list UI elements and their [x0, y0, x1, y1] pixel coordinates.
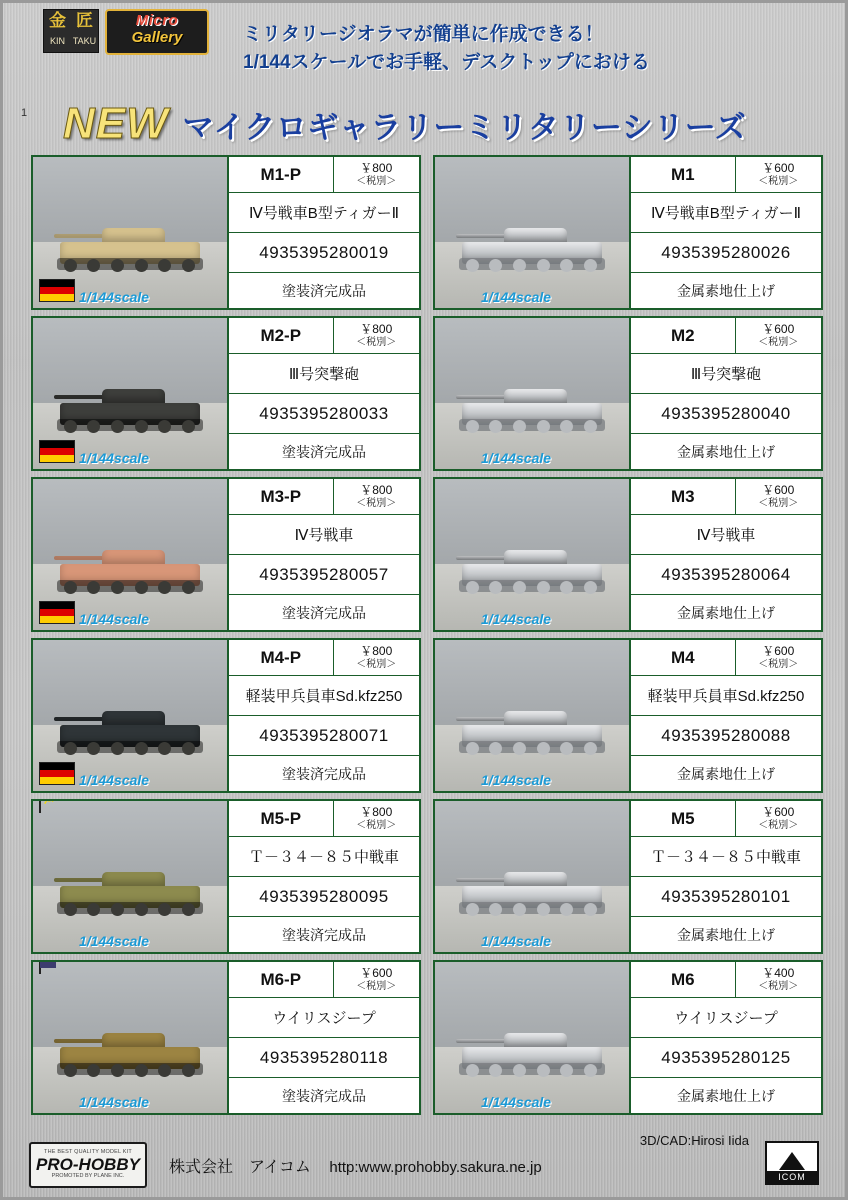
model-tracks: [57, 741, 202, 753]
product-info: [631, 157, 821, 308]
scale-label: 1/144scale: [481, 772, 552, 788]
model-wheel: [111, 259, 124, 272]
product-name: 軽装甲兵員車Sd.kfz250: [631, 676, 821, 716]
product-price-cell: [334, 157, 420, 192]
page-title: マイクロギャラリーミリタリーシリーズ: [182, 109, 747, 145]
product-tax-note: ＜税別＞: [758, 819, 799, 831]
product-price-cell: [334, 640, 420, 675]
product-code: M6-P: [229, 962, 334, 997]
model-gun-barrel: [456, 1039, 510, 1043]
product-name: Ｔ－３４－８５中戦車: [229, 837, 419, 877]
country-flag-de-icon: [39, 762, 75, 785]
model-wheel: [489, 581, 502, 594]
product-finish: 金属素地仕上げ: [677, 443, 775, 460]
product-tax-note: ＜税別＞: [758, 175, 799, 187]
model-illustration: [51, 538, 209, 596]
pro-hobby-name: PRO-HOBBY: [36, 1155, 140, 1175]
tagline: [243, 21, 650, 76]
product-code-row: [229, 479, 419, 515]
model-wheel: [489, 259, 502, 272]
model-wheel: [158, 259, 171, 272]
product-code: M5: [631, 801, 736, 836]
model-wheel: [513, 903, 526, 916]
model-illustration: [453, 538, 611, 596]
product-finish: 金属素地仕上げ: [677, 926, 775, 943]
product-card: [31, 638, 421, 793]
model-wheel: [64, 903, 77, 916]
product-card: [31, 155, 421, 310]
product-finish: 金属素地仕上げ: [677, 765, 775, 782]
model-wheel: [135, 903, 148, 916]
product-code: M4-P: [229, 640, 334, 675]
scale-label: 1/144scale: [481, 450, 552, 466]
product-code: M3: [631, 479, 736, 514]
product-name: Ⅲ号突撃砲: [229, 354, 419, 394]
product-info: [229, 962, 419, 1113]
model-gun-barrel: [456, 395, 510, 399]
product-jan-code: 4935395280033: [229, 394, 419, 434]
product-tax-note: ＜税別＞: [758, 658, 799, 670]
product-card: [433, 638, 823, 793]
model-wheel: [466, 420, 479, 433]
country-flag-de-icon: [39, 601, 75, 624]
scale-label: 1/144scale: [79, 1094, 150, 1110]
model-wheel: [182, 903, 195, 916]
model-wheel: [560, 259, 573, 272]
product-tax-note: ＜税別＞: [356, 175, 397, 187]
model-gun-barrel: [456, 556, 510, 560]
kintaku-kin-romaji: KIN: [49, 36, 65, 46]
model-wheel: [87, 581, 100, 594]
model-wheel: [513, 742, 526, 755]
product-tax-note: ＜税別＞: [356, 336, 397, 348]
model-wheel: [513, 259, 526, 272]
model-wheel: [182, 1064, 195, 1077]
product-photo: [435, 157, 631, 308]
product-jan-code: 4935395280064: [631, 555, 821, 595]
product-tax-note: ＜税別＞: [758, 497, 799, 509]
product-tax-note: ＜税別＞: [356, 980, 397, 992]
model-wheel: [560, 1064, 573, 1077]
product-tax-note: ＜税別＞: [758, 980, 799, 992]
product-card: [31, 316, 421, 471]
model-wheel: [158, 420, 171, 433]
product-photo: [33, 801, 229, 952]
model-tracks: [57, 580, 202, 592]
product-code-row: [631, 640, 821, 676]
model-illustration: [51, 860, 209, 918]
product-info: [631, 801, 821, 952]
model-wheel: [135, 1064, 148, 1077]
company-name: 株式会社 アイコム: [169, 1158, 311, 1176]
product-code-row: [229, 318, 419, 354]
model-gun-barrel: [456, 234, 510, 238]
product-card: [31, 799, 421, 954]
model-wheel: [560, 903, 573, 916]
model-wheel: [537, 420, 550, 433]
model-illustration: [453, 216, 611, 274]
scale-label: 1/144scale: [481, 933, 552, 949]
product-card: [31, 477, 421, 632]
model-wheel: [64, 581, 77, 594]
product-photo: [33, 962, 229, 1113]
model-wheel: [158, 581, 171, 594]
pro-hobby-tagline-top: THE BEST QUALITY MODEL KIT: [44, 1149, 132, 1156]
cad-credit: 3D/CAD:Hirosi Iida: [639, 1133, 749, 1148]
scale-label: 1/144scale: [79, 450, 150, 466]
model-wheel: [111, 742, 124, 755]
product-code: M3-P: [229, 479, 334, 514]
product-card: [433, 316, 823, 471]
model-illustration: [453, 377, 611, 435]
product-price-cell: [736, 318, 822, 353]
model-tracks: [57, 902, 202, 914]
product-tax-note: ＜税別＞: [356, 658, 397, 670]
model-wheel: [158, 1064, 171, 1077]
model-gun-barrel: [456, 878, 510, 882]
model-tracks: [459, 419, 604, 431]
model-wheel: [466, 581, 479, 594]
product-price: ￥800: [360, 482, 393, 497]
product-info: [631, 962, 821, 1113]
product-tax-note: ＜税別＞: [356, 497, 397, 509]
page-footer: [3, 1127, 845, 1197]
product-jan-code: 4935395280125: [631, 1038, 821, 1078]
product-jan-code: 4935395280057: [229, 555, 419, 595]
product-finish: 塗装済完成品: [282, 765, 366, 782]
product-info: [631, 479, 821, 630]
product-info: [229, 479, 419, 630]
product-price: ￥600: [762, 160, 795, 175]
product-photo: [33, 318, 229, 469]
model-wheel: [87, 903, 100, 916]
product-price-cell: [736, 479, 822, 514]
product-tax-note: ＜税別＞: [356, 819, 397, 831]
product-finish: 塗装済完成品: [282, 604, 366, 621]
model-wheel: [111, 420, 124, 433]
micro-gallery-line1: Micro: [135, 12, 179, 29]
model-tracks: [459, 258, 604, 270]
product-jan-code: 4935395280019: [229, 233, 419, 273]
product-price: ￥800: [360, 321, 393, 336]
product-info: [631, 640, 821, 791]
page-header: [3, 3, 845, 148]
model-wheel: [64, 259, 77, 272]
model-illustration: [51, 377, 209, 435]
model-wheel: [182, 742, 195, 755]
model-wheel: [64, 742, 77, 755]
product-photo: [435, 318, 631, 469]
model-tracks: [459, 741, 604, 753]
product-finish: 塗装済完成品: [282, 1087, 366, 1104]
icom-logo: [765, 1141, 819, 1185]
product-code-row: [229, 801, 419, 837]
model-wheel: [584, 259, 597, 272]
new-badge: NEW: [63, 99, 169, 148]
product-code-row: [631, 318, 821, 354]
model-wheel: [537, 742, 550, 755]
product-name: Ⅳ号戦車: [229, 515, 419, 555]
product-price-cell: [736, 640, 822, 675]
model-illustration: [51, 216, 209, 274]
product-code-row: [229, 640, 419, 676]
model-gun-barrel: [54, 556, 108, 560]
model-wheel: [87, 742, 100, 755]
model-gun-barrel: [54, 234, 108, 238]
product-jan-code: 4935395280026: [631, 233, 821, 273]
product-price-cell: [736, 157, 822, 192]
product-price-cell: [334, 318, 420, 353]
model-wheel: [584, 581, 597, 594]
kintaku-kin: 金: [49, 11, 66, 30]
icom-triangle-icon: [779, 1152, 805, 1170]
product-photo: [435, 962, 631, 1113]
model-tracks: [57, 1063, 202, 1075]
model-illustration: [453, 1021, 611, 1079]
model-gun-barrel: [54, 395, 108, 399]
model-wheel: [466, 903, 479, 916]
icom-name: ICOM: [767, 1171, 817, 1183]
scale-label: 1/144scale: [79, 933, 150, 949]
product-price-cell: [736, 962, 822, 997]
model-wheel: [537, 903, 550, 916]
product-finish: 塗装済完成品: [282, 443, 366, 460]
model-wheel: [87, 1064, 100, 1077]
product-tax-note: ＜税別＞: [758, 336, 799, 348]
model-wheel: [135, 742, 148, 755]
product-price: ￥600: [762, 321, 795, 336]
product-photo: [33, 640, 229, 791]
product-price-cell: [334, 479, 420, 514]
model-wheel: [560, 420, 573, 433]
model-illustration: [51, 699, 209, 757]
model-wheel: [513, 581, 526, 594]
model-wheel: [158, 742, 171, 755]
product-card: [433, 799, 823, 954]
product-card: [31, 960, 421, 1115]
model-tracks: [459, 1063, 604, 1075]
model-wheel: [111, 903, 124, 916]
product-code-row: [229, 962, 419, 998]
product-code: M5-P: [229, 801, 334, 836]
product-finish: 金属素地仕上げ: [677, 604, 775, 621]
product-card: [433, 155, 823, 310]
micro-gallery-logo: [105, 9, 209, 55]
model-wheel: [135, 420, 148, 433]
model-wheel: [64, 1064, 77, 1077]
model-illustration: [51, 1021, 209, 1079]
product-price: ￥600: [762, 482, 795, 497]
tagline-line-2: 1/144スケールでお手軽、デスクトップにおける: [243, 51, 650, 73]
model-wheel: [111, 1064, 124, 1077]
product-info: [229, 157, 419, 308]
model-wheel: [158, 903, 171, 916]
scale-label: 1/144scale: [481, 611, 552, 627]
product-price: ￥600: [762, 804, 795, 819]
model-wheel: [489, 903, 502, 916]
scale-label: 1/144scale: [481, 1094, 552, 1110]
model-wheel: [64, 420, 77, 433]
product-price: ￥800: [360, 804, 393, 819]
product-info: [229, 640, 419, 791]
model-wheel: [537, 259, 550, 272]
product-jan-code: 4935395280095: [229, 877, 419, 917]
kintaku-taku-romaji: TAKU: [72, 36, 97, 46]
product-card: [433, 960, 823, 1115]
model-wheel: [135, 259, 148, 272]
product-code-row: [631, 962, 821, 998]
model-wheel: [182, 259, 195, 272]
product-price: ￥600: [360, 965, 393, 980]
scale-label: 1/144scale: [481, 289, 552, 305]
product-photo: [435, 801, 631, 952]
model-wheel: [182, 581, 195, 594]
product-price: ￥800: [360, 643, 393, 658]
product-price-cell: [334, 801, 420, 836]
product-name: Ⅳ号戦車B型ティガーⅡ: [229, 193, 419, 233]
product-price: ￥400: [762, 965, 795, 980]
model-wheel: [87, 259, 100, 272]
model-wheel: [466, 1064, 479, 1077]
model-illustration: [453, 699, 611, 757]
pro-hobby-logo: [29, 1142, 147, 1188]
model-wheel: [489, 1064, 502, 1077]
product-card: [433, 477, 823, 632]
product-price-cell: [334, 962, 420, 997]
product-name: Ⅳ号戦車: [631, 515, 821, 555]
model-gun-barrel: [54, 1039, 108, 1043]
product-jan-code: 4935395280088: [631, 716, 821, 756]
product-code: M1-P: [229, 157, 334, 192]
product-code-row: [229, 157, 419, 193]
model-wheel: [135, 581, 148, 594]
product-name: 軽装甲兵員車Sd.kfz250: [229, 676, 419, 716]
product-finish: 塗装済完成品: [282, 282, 366, 299]
model-wheel: [466, 742, 479, 755]
model-wheel: [560, 742, 573, 755]
model-wheel: [584, 742, 597, 755]
title-row: [63, 99, 746, 149]
country-flag-de-icon: [39, 440, 75, 463]
kintaku-logo: [43, 9, 99, 53]
product-jan-code: 4935395280101: [631, 877, 821, 917]
micro-gallery-line2: Gallery: [131, 28, 183, 46]
product-code: M2: [631, 318, 736, 353]
product-photo: [33, 479, 229, 630]
footer-company-line: [169, 1154, 542, 1177]
product-code-row: [631, 479, 821, 515]
product-name: ウイリスジープ: [631, 998, 821, 1038]
model-wheel: [513, 1064, 526, 1077]
country-flag-de-icon: [39, 279, 75, 302]
tagline-line-1: ミリタリージオラマが簡単に作成できる！: [243, 24, 604, 45]
product-code: M6: [631, 962, 736, 997]
model-wheel: [584, 420, 597, 433]
model-wheel: [111, 581, 124, 594]
model-tracks: [459, 580, 604, 592]
product-jan-code: 4935395280040: [631, 394, 821, 434]
model-wheel: [584, 903, 597, 916]
product-name: Ⅲ号突撃砲: [631, 354, 821, 394]
model-wheel: [489, 420, 502, 433]
product-finish: 金属素地仕上げ: [677, 1087, 775, 1104]
page-number: 1: [21, 107, 28, 119]
scale-label: 1/144scale: [79, 772, 150, 788]
product-name: Ｔ－３４－８５中戦車: [631, 837, 821, 877]
model-gun-barrel: [456, 717, 510, 721]
scale-label: 1/144scale: [79, 289, 150, 305]
kintaku-taku: 匠: [76, 11, 93, 30]
product-jan-code: 4935395280071: [229, 716, 419, 756]
model-gun-barrel: [54, 878, 108, 882]
pro-hobby-tagline-sub: PROMOTED BY PLANE INC.: [51, 1172, 125, 1179]
product-finish: 金属素地仕上げ: [677, 282, 775, 299]
product-grid: [31, 155, 823, 1115]
model-illustration: [453, 860, 611, 918]
product-code: M4: [631, 640, 736, 675]
product-code: M2-P: [229, 318, 334, 353]
product-info: [229, 801, 419, 952]
product-finish: 塗装済完成品: [282, 926, 366, 943]
product-code-row: [631, 801, 821, 837]
product-info: [229, 318, 419, 469]
model-wheel: [466, 259, 479, 272]
company-url[interactable]: http:www.prohobby.sakura.ne.jp: [329, 1158, 542, 1176]
product-price: ￥600: [762, 643, 795, 658]
model-wheel: [489, 742, 502, 755]
product-photo: [33, 157, 229, 308]
model-tracks: [57, 258, 202, 270]
country-flag-su-icon: [39, 801, 41, 813]
model-gun-barrel: [54, 717, 108, 721]
product-code: M1: [631, 157, 736, 192]
product-name: ウイリスジープ: [229, 998, 419, 1038]
product-price: ￥800: [360, 160, 393, 175]
country-flag-us-icon: [39, 962, 41, 974]
model-tracks: [459, 902, 604, 914]
product-code-row: [631, 157, 821, 193]
model-wheel: [584, 1064, 597, 1077]
model-wheel: [513, 420, 526, 433]
model-wheel: [537, 581, 550, 594]
model-wheel: [560, 581, 573, 594]
model-wheel: [182, 420, 195, 433]
product-photo: [435, 640, 631, 791]
scale-label: 1/144scale: [79, 611, 150, 627]
product-price-cell: [736, 801, 822, 836]
product-jan-code: 4935395280118: [229, 1038, 419, 1078]
product-name: Ⅳ号戦車B型ティガーⅡ: [631, 193, 821, 233]
model-wheel: [537, 1064, 550, 1077]
model-wheel: [87, 420, 100, 433]
product-info: [631, 318, 821, 469]
product-photo: [435, 479, 631, 630]
model-tracks: [57, 419, 202, 431]
